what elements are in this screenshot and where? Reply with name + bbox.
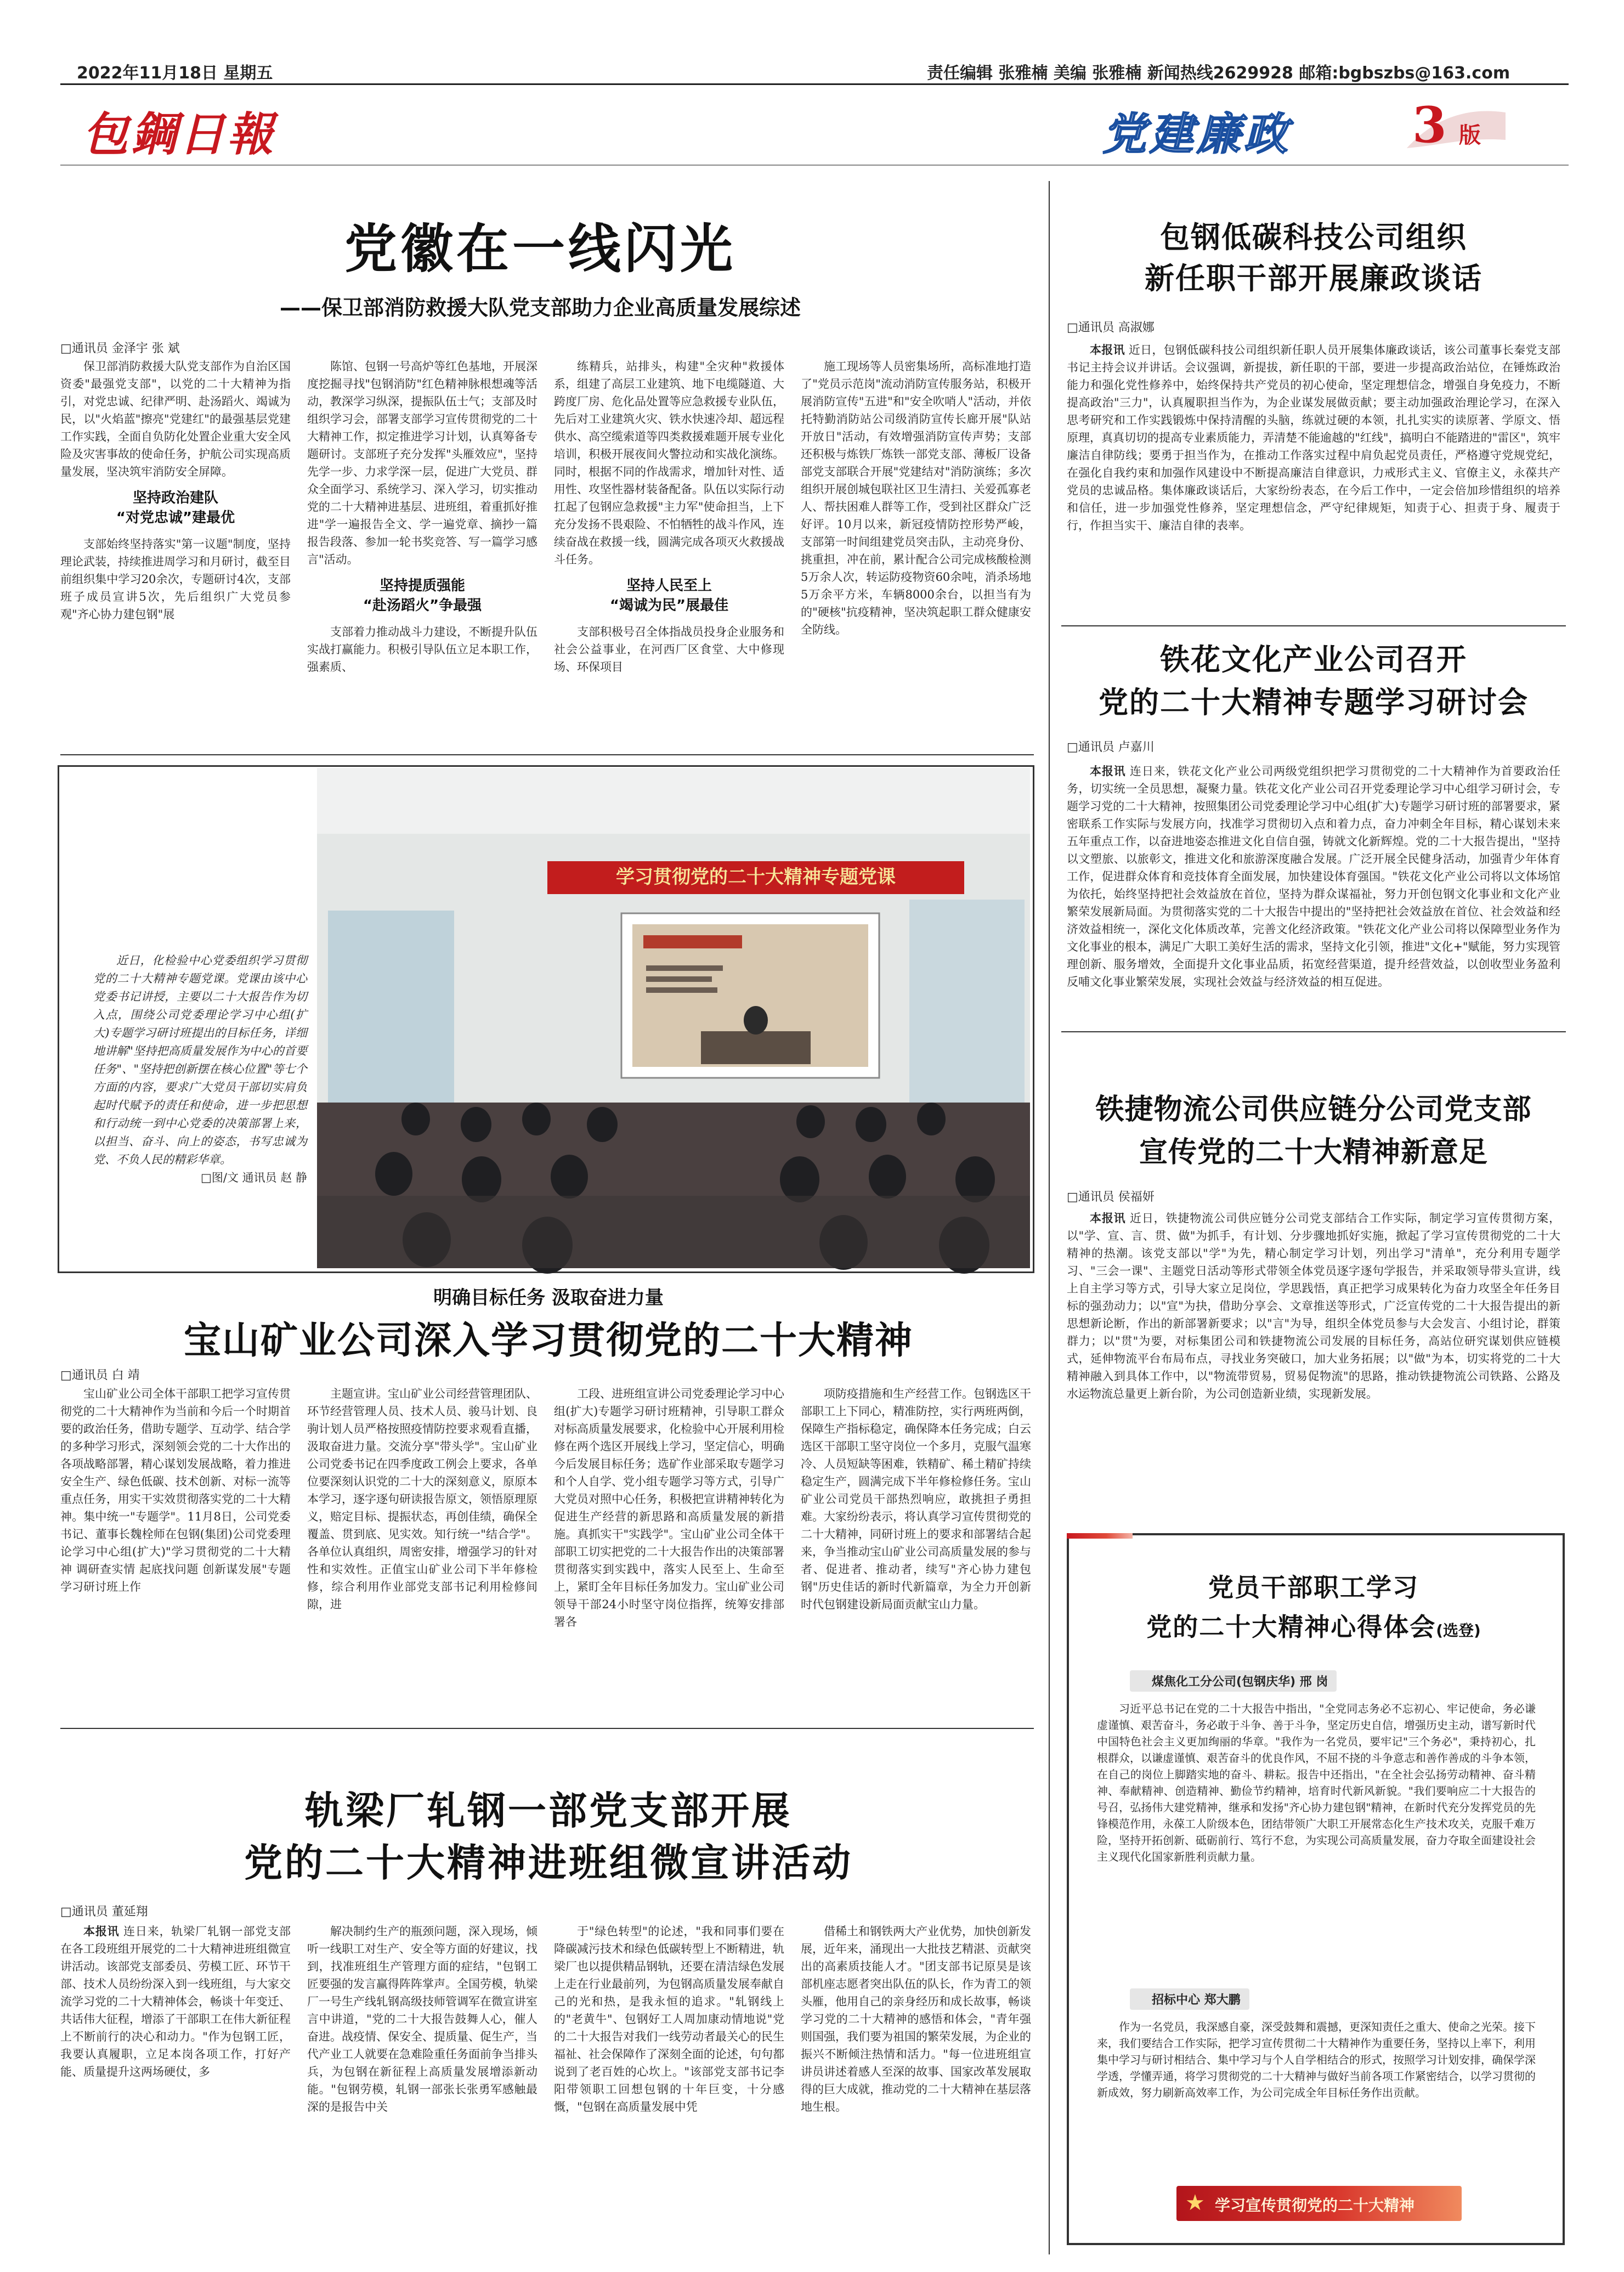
- article2-col2-text: 主题宣讲。宝山矿业公司经营管理团队、环节经营管理人员、技术人员、骏马计划、良驹计划人员严格按照疫情防控要求观看直播，汲取奋进力量。交流分享"带头学"。宝山矿业公司党委书记在四季度政工例会上要求，各单位要深刻认识党的二十大的深刻意义，原原本本学习，逐字逐句研读报告原文，领悟原理原义，赔定目标、提振状态，再创佳绩，确保全覆盖、贯到底、见实效。知行统一"结合学"。各单位认真组织，周密安排，增强学习的针对性和实效性。正值宝山矿业公司下半年修检修，综合利用作业部党支部书记利用检修间隙，进: [307, 1387, 537, 1611]
- article1-h3: [554, 576, 784, 615]
- article3-title-line1: 轨梁厂轧钢一部党支部开展: [305, 1788, 792, 1833]
- page-number-badge: [1401, 96, 1511, 162]
- photo-credit: □图/文 通讯员 赵 静: [201, 1171, 307, 1184]
- article3-col2: [307, 1923, 537, 2246]
- article4-bottom-rule: [1061, 625, 1566, 626]
- article2-col2: [307, 1385, 537, 1611]
- article5-body-text: 连日来，铁花文化产业公司两级党组织把学习贯彻党的二十大精神作为首要政治任务，切实统一全员思想，凝聚力量。铁花文化产业公司召开党委理论学习中心组学习研讨会，专题学习党的二十大精神，按照集团公司党委理论学习中心组(扩大)专题学习研讨班的部署要求，紧密联系工作实际与发展方向，找准学习贯彻切入点和着力点，奋力冲刺全年目标，精心谋划未来五年重点工作，以奋进地姿态推进文化自信自强，铸就文化新辉煌。党的二十大报告提出，"坚持以文塑旅、以旅彰文，推进文化和旅游深度融合发展。广泛开展全民健身活动，加强青少年体育工作，促进群众体育和竞技体育全面发展，加快建设体育强国。"铁花文化产业公司将以文体场馆为依托，始终坚持把社会效益放在首位，坚持为群众谋福祉，努力开创包钢文化事业和文化产业繁荣发展新局面。为贯彻落实党的二十大报告中提出的"坚持把社会效益放在首位、社会效益和经济效益相统一，深化文化体质改革，完善文化经济政策。"铁花文化产业公司将以保障型业务作为文化事业的根本，满足广大职工美好生活的需求，坚持文化引领，推进"文化+"赋能，努力实现管理创新、服务增效，全面提升文化事业品质，拓宽经营渠道，提升经营效益，以创收型业务盈利反哺文化事业繁荣发展，实现社会效益与经济效益的相互促进。: [1067, 765, 1561, 988]
- article1-columns: [60, 358, 1031, 742]
- masthead-rule: [60, 165, 1569, 166]
- article1-col1: [60, 358, 291, 742]
- article4-body: [1067, 341, 1560, 610]
- article6-body-text: 近日，铁捷物流公司供应链分公司党支部结合工作实际，制定学习宣传贯彻方案，以"学、宣、言、贯、做"为抓手，有计划、分步骤地抓好实施，掀起了学习宣传贯彻党的二十大精神的热潮。该党支部以"学"为先，精心制定学习计划，列出学习"清单"，充分利用专题学习、"三会一课"、主题党日活动等形式带领全体党员逐字逐句学报告，并采取领导带头宣讲，线上自主学习等方式，引导大家立足岗位，学思践悟，真正把学习成果转化为奋力攻坚全年任务目标的强劲动力；以"宣"为抉，借助分享会、文章推送等形式，广泛宣传党的二十大报告提出的新思想新论断，作出的新部署新要求；以"言"为导，组织全体党员参与大会发言、小组讨论，群策群力；以"贯"为要，对标集团公司和铁捷物流公司发展的目标任务，高站位研究谋划供应链模式，延伸物流平台布局布点，寻找业务突破口，加大业务拓展；以"做"为本，切实将党的二十大精神融入到具体工作中，以"物流带贸易，贸易促物流"的思路，推动铁捷物流公司铁路、公路及水运物流总量更上新台阶，为公司创造新业绩，实现新发展。: [1067, 1212, 1561, 1400]
- article6-body: [1067, 1210, 1560, 1495]
- article5-title-line1: 铁花文化产业公司召开: [1160, 642, 1467, 677]
- article1-col2: [307, 358, 537, 742]
- article1-h2: [307, 576, 537, 615]
- article7-title-line1: 党员干部职工学习: [1208, 1573, 1419, 1602]
- article5-lead: 本报讯: [1090, 764, 1126, 778]
- meeting-photo-scene: [317, 768, 1030, 1268]
- author2-tag: 招标中心 郑大鹏: [1130, 1988, 1249, 2010]
- article6-byline: □通讯员 侯福妍: [1067, 1190, 1155, 1204]
- article1-byline: □通讯员 金泽宇 张 斌: [60, 342, 180, 355]
- article2-title: 宝山矿业公司深入学习贯彻党的二十大精神: [183, 1319, 913, 1363]
- article3-col3: [554, 1923, 784, 2246]
- header-rule: [60, 83, 1569, 85]
- article7-body2-text: 作为一名党员，我深感自豪，深受鼓舞和震撼，更深知责任之重大、使命之光荣。接下来，我们要结合工作实际，把学习宣传贯彻二十大精神作为重要任务，坚持以上率下，利用集中学习与研讨相结合、集中学习与个人自学相结合的形式，按照学习计划安排，确保学深学透，学懂弄通，将学习贯彻党的二十大精神与做好当前各项工作紧密结合，以学习贯彻的新成效，努力刷新高效率工作，为公司完成全年目标任务作出贡献。: [1097, 2020, 1536, 2099]
- article6-title-line1: 铁捷物流公司供应链分公司党支部: [1095, 1093, 1532, 1126]
- article1-h2-line2: “赴汤蹈火”争最强: [363, 597, 482, 614]
- article1-bottom-rule: [60, 754, 1034, 755]
- article5-title-line2: 党的二十大精神专题学习研讨会: [1099, 685, 1529, 720]
- article3-title-line2: 党的二十大精神进班组微宣讲活动: [244, 1840, 853, 1885]
- author1-tag: 煤焦化工分公司(包钢庆华) 邢 岗: [1130, 1670, 1337, 1692]
- issue-date: 2022年11月18日 星期五: [77, 64, 273, 83]
- article5-body: [1067, 762, 1560, 1026]
- article3-col4: [801, 1923, 1031, 2246]
- article1-col4: [801, 358, 1031, 742]
- article2-col3-text: 工段、进班组宣讲公司党委理论学习中心组(扩大)专题学习研讨班精神，引导职工群众对标高质量发展要求，化检验中心开展利用检修在两个选区开展线上学习，坚定信心，明确今后发展目标任务；选矿作业部采取专题学习和个人自学、党小组专题学习等方式，引导广大党员对照中心任务，积极把宣讲精神转化为促进生产经营的新思路和高质量发展的新措施。真抓实干"实践学"。宝山矿业公司全体干部职工切实把党的二十大报告作出的决策部署贯彻落实到实践中，落实人民至上、生命至上，紧盯全年目标任务加发力。宝山矿业公司领导干部24小时坚守岗位指挥，统筹安排部署各: [554, 1387, 784, 1629]
- article2-col1: [60, 1385, 291, 1593]
- article3-col1-text: 连日来，轨梁厂轧钢一部党支部在各工段班组开展党的二十大精神进班组微宣讲活动。该部党支部委员、劳模工匠、环节干部、技术人员纷纷深入到一线班组，与大家交流学习党的二十大精神体会，畅谈十年变迁、共话伟大征程，增添了干部职工在伟大新征程上不断前行的决心和动力。"作为包钢工匠，我要认真履职，立足本岗各项工作，打好产能、质量提升这两场硬仗，多: [60, 1925, 291, 2078]
- article1-col3b-text: 支部积极号召全体指战员投身企业服务和社会公益事业，在河西厂区食堂、大中修现场、环保项目: [554, 625, 784, 674]
- editor-info: 责任编辑 张雅楠 美编 张雅楠 新闻热线2629928 邮箱:bgbszbs@163.com: [927, 64, 1510, 83]
- article7-body2: [1097, 2019, 1536, 2156]
- article5-byline: □通讯员 卢嘉川: [1067, 741, 1155, 754]
- article2-col4-text: 项防疫措施和生产经营工作。包钢选区干部职工上下同心，精准防控，实行两班两倒，保障生产指标稳定，确保降本任务完成；白云选区干部职工坚守岗位一个多月，克服气温寒冷、人员短缺等困难，铁精矿、稀土精矿持续稳定生产，圆满完成下半年修检修任务。宝山矿业公司党员干部热烈响应，敢挑担子勇担难。大家纷纷表示，将认真学习宣传贯彻党的二十大精神，同研讨班上的要求和部署结合起来，争当推动宝山矿业公司高质量发展的参与者、促进者、推动者，续写"齐心协力建包钢"历史佳话的新时代新篇章，为全力开创新时代包钢建设新局面贡献宝山力量。: [801, 1387, 1031, 1611]
- article2-col3: [554, 1385, 784, 1629]
- article3-col2-text: 解决制约生产的瓶颈问题，深入现场，倾听一线职工对生产、安全等方面的好建议，找到，找准班组生产管理方面的症结，"包钢工匠要强的发言赢得阵阵掌声。全国劳模，轨梁厂一号生产线轧钢高级技师管调军在微宣讲室言中讲道，"党的二十大报告鼓舞人心，催人奋进。战疫情、保安全、提质量、促生产，当代产业工人就要在急难险重任务面前争当排头兵，为包钢在新征程上高质量发展增添新动能。"包钢劳模，轧钢一部张长张勇军感触最深的是报告中关: [307, 1925, 537, 2113]
- article3-columns: [60, 1923, 1031, 2246]
- photo-caption: [93, 952, 307, 1187]
- campaign-banner: [1176, 2186, 1462, 2221]
- section-title: 党建廉政: [1102, 109, 1291, 160]
- article1-h1-line1: 坚持政治建队: [132, 490, 218, 506]
- article1-h1: [60, 488, 291, 528]
- article3-col1: [60, 1923, 291, 2246]
- article1-h1-line2: “对党忠诚”建最优: [116, 510, 235, 526]
- article4-lead: 本报讯: [1090, 343, 1125, 357]
- article3-lead: 本报讯: [83, 1924, 120, 1938]
- article1-col1-text: 保卫部消防救援大队党支部作为自治区国资委"最强党支部"，以党的二十大精神为指引，对党忠诚、纪律严明、赴汤蹈火、竭诚为民，以"火焰蓝"擦亮"党建红"的最强基层党建工作实践，全面自负防化处置企业重大安全风险及灾害事故的使命任务，护航公司实现高质量发展，坚决筑牢消防安全屏障。: [60, 360, 291, 478]
- photo-caption-text: 近日，化检验中心党委组织学习贯彻党的二十大精神专题党课。党课由该中心党委书记讲授，主要以二十大报告作为切入点，围绕公司党委理论学习中心组(扩大)专题学习研讨班提出的目标任务，详细地讲解"坚持把高质量发展作为中心的首要任务"、"坚持把创新摆在核心位置"等七个方面的内容，要求广大党员干部切实肩负起时代赋予的责任和使命，进一步把思想和行动统一到中心党委的决策部署上来，以担当、奋斗、向上的姿态，书写忠诚为党、不负人民的精彩华章。: [93, 954, 307, 1166]
- meeting-photo: [317, 768, 1030, 1268]
- article6-title-line2: 宣传党的二十大精神新意足: [1139, 1136, 1488, 1169]
- article4-title-line2: 新任职干部开展廉政谈话: [1145, 261, 1482, 296]
- red-banner-text: 学习贯彻党的二十大精神专题党课: [616, 866, 896, 888]
- article4-title-line1: 包钢低碳科技公司组织: [1160, 220, 1467, 255]
- article1-col3-text: 练精兵，站排头，构建"全灾种"救援体系，组建了高层工业建筑、地下电缆隧道、大跨度厂房、危化品处置等应急救援专业队伍，先后对工业建筑火灾、铁水快速冷却、超远程供水、高空缆索道等四类救援难题开展专业化培训，积极开展夜间火警拉动和实战化演练。同时，根据不同的作战需求，增加针对性、适用性、攻坚性器材装备配备。队伍以实际行动扛起了包钢应急救援"主力军"使命担当，上下充分发扬不畏艰险、不怕牺牲的战斗作风，连续奋战在救援一线，圆满完成各项灭火救援战斗任务。: [554, 360, 784, 566]
- right-column-divider: [1049, 181, 1050, 2254]
- article1-col1b-text: 支部始终坚持落实"第一议题"制度，坚持理论武装，持续推进周学习和月研讨，截至目前组织集中学习20余次，专题研讨4次，支部班子成员宣讲5次，先后组织广大党员参观"齐心协力建包钢"展: [60, 538, 291, 621]
- article3-byline: □通讯员 董延翔: [60, 1905, 148, 1919]
- speaker: [744, 1006, 768, 1035]
- window: [328, 911, 454, 1108]
- box-corner-deco: [1067, 1533, 1133, 1539]
- article1-h2-line1: 坚持提质强能: [379, 578, 465, 594]
- article1-col2-text: 陈馆、包钢一号高炉等红色基地，开展深度挖掘寻找"包钢消防"红色精神脉根想魂等活动，教深学习纵深，提振队伍士气；支部及时组织学习会，部署支部学习宣传贯彻党的二十大精神工作，拟定推进学习计划，认真筹备专题研讨。支部班子充分发挥"头雁效应"，坚持先学一步、力求学深一层，促进广大党员、群众全面学习、系统学习、深入学习，切实推动党的二十大精神进基层、进班组，着重抓好推进"学一遍报告全文、学一遍党章、摘抄一篇报告段落、参加一轮书奖竞答、写一篇学习感言"活动。: [307, 360, 537, 566]
- article2-col4: [801, 1385, 1031, 1611]
- article2-bottom-rule: [60, 1728, 1034, 1729]
- article2-kicker: 明确目标任务 汲取奋进力量: [433, 1287, 664, 1309]
- masthead-logo: 包鋼日報: [82, 107, 276, 161]
- article1-col3: [554, 358, 784, 742]
- article2-col1-text: 宝山矿业公司全体干部职工把学习宣传贯彻党的二十大精神作为当前和今后一个时期首要的政治任务，借助专题学、互动学、结合学的多种学习形式，深刻领会党的二十大作出的各项战略部署，精心谋划发展战略，着力推进安全生产、绿色低碳、技术创新、对标一流等重点任务，用实干实效贯彻落实党的二十大精神。集中统一"专题学"。11月8日，公司党委书记、董事长魏栓师在包钢(集团)公司党委理论学习中心组(扩大)"学习贯彻党的二十大精神 调研查实情 起底找问题 创新谋发展"专题学习研讨班上作: [60, 1387, 291, 1593]
- article3-col3-text: 于"绿色转型"的论述，"我和同事们要在降碳减污技术和绿色低碳转型上不断精进，轨梁厂也以提供精品钢轨，还要在清洁绿色发展上走在行业最前列，为包钢高质量发展奉献自己的光和热，是我永恒的追求。"轧钢线上的"老黄牛"、包钢好工人周加康动情地说"党的二十大报告对我们一线劳动者最关心的民生福祉、社会保障作了深刻全面的论述，句句都说到了老百姓的心坎上。"该部党支部书记李阳带领职工回想包钢的十年巨变，十分感慨，"包钢在高质量发展中凭: [554, 1925, 784, 2113]
- page-number: 3: [1412, 96, 1447, 154]
- article7-body1: [1097, 1700, 1536, 1969]
- article1-subtitle: ——保卫部消防救援大队党支部助力企业高质量发展综述: [279, 296, 801, 320]
- lectern: [701, 1031, 811, 1064]
- article2-byline: □通讯员 白 靖: [60, 1369, 140, 1382]
- article5-bottom-rule: [1061, 1031, 1566, 1032]
- page-suffix: 版: [1459, 122, 1481, 148]
- article1-h3-line1: 坚持人民至上: [626, 578, 712, 594]
- article4-byline: □通讯员 高淑娜: [1067, 321, 1155, 335]
- article1-h3-line2: “竭诚为民”展最佳: [609, 597, 729, 614]
- article1-col2b-text: 支部着力推动战斗力建设，不断提升队伍实战打赢能力。积极引导队伍立足本职工作，强素质、: [307, 625, 537, 674]
- article1-title: 党徽在一线闪光: [344, 218, 736, 280]
- campaign-star-icon: ★: [1185, 2190, 1205, 2216]
- article4-body-text: 近日，包钢低碳科技公司组织新任职人员开展集体廉政谈话，该公司董事长秦党支部书记主持会议并讲话。会议强调，新提拔，新任职的干部，要进一步提高政治站位，在锤炼政治能力和强化党性修养中，始终保持共产党员的初心使命，坚定理想信念，增强自身免疫力，不断提高政治"三力"，认真履职担当作为，为企业谋发展做贡献；要主动加强政治理论学习，在深入思考研究和工作实践锻炼中保持清醒的头脑，练就过硬的本领，扎扎实实的读原著、学原文、悟原理，真真切切的提高专业素质能力，弄清楚不能逾越的"红线"，搞明白不能踏进的"雷区"，筑牢廉洁自律防线；要勇于担当作为，在推动工作落实过程中肩负起党员责任，严格遵守党规党纪，在强化自我约束和加强作风建设中不断提高廉洁自律意识，力戒形式主义、官僚主义，永葆共产党员的忠诚品格。集体廉政谈话后，大家纷纷表态，在今后工作中，一定会倍加珍惜组织的培养和信任，进一步加强党性修养，坚定理想信念，严守纪律规矩，知责于心、担责于身、履责于行，作担当实干、廉洁自律的表率。: [1067, 343, 1561, 532]
- article7-body1-text: 习近平总书记在党的二十大报告中指出，"全党同志务必不忘初心、牢记使命，务必谦虚谨慎、艰苦奋斗，务必敢于斗争、善于斗争，坚定历史自信，增强历史主动，谱写新时代中国特色社会主义更加绚丽的华章。"我作为一名党员，要牢记"三个务必"，秉持初心，扎根群众，以谦虚谨慎、艰苦奋斗的优良作风，不屈不挠的斗争意志和善作善成的斗争本领，在自己的岗位上脚踏实地的奋斗、耕耘。报告中还指出，"在全社会弘扬劳动精神、奋斗精神、奉献精神、创造精神、勤俭节约精神，培育时代新风新貌。"我们要响应二十大报告的号召，弘扬伟大建党精神，继承和发扬"齐心协力建包钢"精神，在新时代充分发挥党员的先锋模范作用，永葆工人阶级本色，团结带领广大职工开展常态化生产技术攻关，克服千难万险，坚持开拓创新、砥砺前行、笃行不怠，为实现公司高质量发展，奋力夺取全面建设社会主义现代化国家新胜利贡献力量。: [1097, 1702, 1536, 1863]
- article1-col4-text: 施工现场等人员密集场所，高标准地打造了"党员示范岗"流动消防宣传服务站，积极开展消防宣传"五进"和"安全吹哨人"活动，并依托特勤消防站公司级消防宣传长廊开展"队站开放日"活动，有效增强消防宣传声势；支部还积极与炼铁厂炼铁一部党支部、薄板厂设备部党支部联合开展"党建结对"消防演练；多次组织开展创城包联社区卫生清扫、关爱孤寡老人、帮扶困难人群等工作，受到社区群众广泛好评。10月以来，新冠疫情防控形势严峻，支部第一时间组建党员突击队，主动亮身份、挑重担，冲在前，累计配合公司完成核酸检测5万余人次，转运防疫物资60余吨，消杀场地5万余平方米，车辆8000余台，以担当有为的"硬核"抗疫精神，坚决筑起职工群众健康安全防线。: [801, 360, 1031, 636]
- window: [909, 900, 1025, 1108]
- campaign-banner-text: 学习宣传贯彻党的二十大精神: [1215, 2196, 1415, 2214]
- article3-col4-text: 借稀土和钢铁两大产业优势，加快创新发展，近年来，涌现出一大批技艺精湛、贡献突出的高素质技能人才。"团支部书记原昊是该部机座志愿者突出队伍的队长，作为青工的领头雁，他用自己的亲身经历和成长故事，畅谈学习党的二十大精神的感悟和体会，"青年强则国强，我们要为祖国的繁荣发展，为企业的振兴不断倾注热情和活力。"每一位进班组宣讲员讲述着感人至深的故事、国家改革发展取得的巨大成就，推动党的二十大精神在基层落地生根。: [801, 1925, 1031, 2113]
- article7-title-line2-text: 党的二十大精神心得体会: [1146, 1612, 1436, 1642]
- article2-columns: [60, 1385, 1031, 1629]
- article6-lead: 本报讯: [1090, 1211, 1126, 1225]
- article7-title-suffix: (选登): [1436, 1621, 1481, 1640]
- article7-title-line2: [1075, 1607, 1552, 1643]
